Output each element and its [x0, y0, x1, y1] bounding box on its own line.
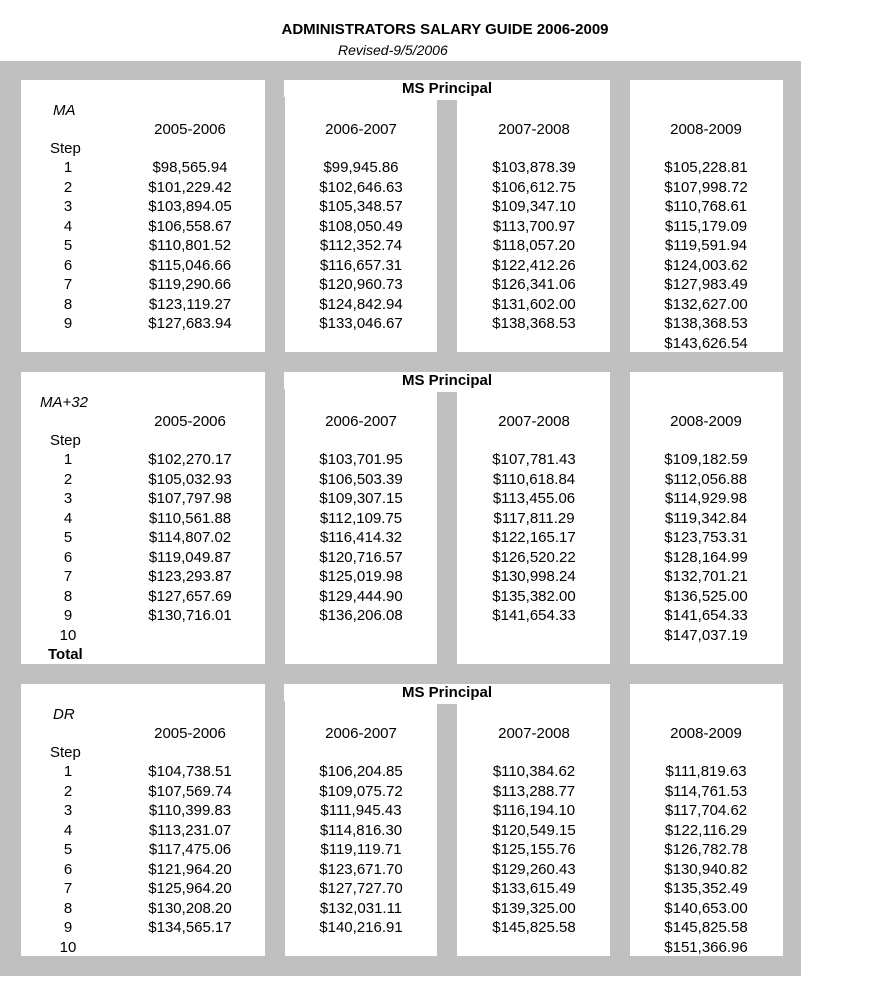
salary-cell: $113,288.77	[492, 782, 576, 800]
step-number: 9	[63, 919, 73, 936]
year-header: 2005-2006	[154, 725, 226, 742]
step-number: 8	[63, 899, 73, 917]
salary-cell: $135,352.49	[664, 880, 748, 897]
salary-cell: $119,290.66	[148, 276, 232, 293]
step-header: Step	[50, 140, 81, 157]
salary-cell: $119,119.71	[320, 841, 402, 858]
salary-cell: $111,819.63	[665, 763, 747, 780]
step-number: 3	[63, 198, 73, 215]
salary-cell: $109,075.72	[319, 782, 403, 800]
salary-cell: $122,165.17	[492, 529, 576, 546]
salary-cell: $105,348.57	[319, 198, 403, 215]
salary-cell: $106,612.75	[492, 178, 576, 196]
step-number: 1	[63, 763, 73, 780]
salary-cell: $108,050.49	[319, 217, 403, 235]
salary-cell: $122,116.29	[664, 821, 748, 839]
salary-cell: $133,046.67	[319, 315, 403, 332]
salary-cell: $125,964.20	[148, 880, 232, 897]
column-divider	[437, 100, 457, 352]
salary-cell: $110,384.62	[492, 763, 576, 780]
step-number: 9	[63, 607, 73, 624]
year-header: 2006-2007	[325, 121, 397, 138]
salary-cell: $103,894.05	[148, 198, 232, 215]
year-header: 2005-2006	[154, 413, 226, 430]
salary-cell: $128,164.99	[664, 548, 748, 566]
step-number: 4	[63, 821, 73, 839]
column-divider	[437, 392, 457, 664]
salary-cell: $136,525.00	[664, 587, 748, 605]
year-header: 2006-2007	[325, 725, 397, 742]
salary-cell: $110,561.88	[148, 509, 232, 527]
year-header: 2007-2008	[498, 121, 570, 138]
revision-date: Revised-9/5/2006	[338, 42, 448, 58]
salary-cell: $115,046.66	[148, 256, 232, 274]
step-number: 8	[63, 587, 73, 605]
salary-cell: $132,031.11	[319, 899, 403, 917]
salary-cell: $113,231.07	[148, 821, 232, 839]
salary-cell: $116,414.32	[319, 529, 403, 546]
year-header: 2008-2009	[670, 725, 742, 742]
salary-cell: $119,049.87	[148, 548, 232, 566]
step-number: 5	[63, 529, 73, 546]
salary-cell: $141,654.33	[664, 607, 748, 624]
step-number: 1	[63, 159, 73, 176]
step-number: 6	[63, 548, 73, 566]
salary-cell: $136,206.08	[319, 607, 403, 624]
step-number: 2	[63, 470, 73, 488]
step-number: 7	[63, 568, 73, 585]
section-heading: MS Principal	[284, 684, 610, 701]
salary-cell: $112,056.88	[664, 470, 748, 488]
salary-cell: $132,701.21	[664, 568, 748, 585]
salary-cell: $110,768.61	[664, 198, 748, 215]
salary-cell: $138,368.53	[492, 315, 576, 332]
salary-cell: $112,109.75	[319, 509, 403, 527]
step-header: Step	[50, 432, 81, 449]
step-number: 2	[63, 178, 73, 196]
salary-section	[0, 80, 869, 352]
salary-cell: $105,228.81	[664, 159, 748, 176]
salary-cell: $124,842.94	[319, 295, 403, 313]
salary-cell: $114,807.02	[148, 529, 232, 546]
year-header: 2008-2009	[670, 121, 742, 138]
step-number: 6	[63, 256, 73, 274]
salary-cell: $107,781.43	[492, 451, 576, 468]
salary-cell: $133,615.49	[492, 880, 576, 897]
salary-cell: $106,204.85	[319, 763, 403, 780]
year-header: 2007-2008	[498, 725, 570, 742]
salary-cell: $119,591.94	[664, 237, 748, 254]
salary-cell: $130,716.01	[148, 607, 232, 624]
year-header: 2006-2007	[325, 413, 397, 430]
year-header: 2005-2006	[154, 121, 226, 138]
salary-cell: $123,753.31	[664, 529, 748, 546]
salary-cell: $117,475.06	[148, 841, 232, 858]
salary-cell: $147,037.19	[664, 626, 748, 644]
step-number: 5	[63, 237, 73, 254]
salary-cell: $145,825.58	[664, 919, 748, 936]
degree-label: MA+32	[40, 394, 88, 411]
salary-cell: $116,657.31	[319, 256, 403, 274]
step-number: 2	[63, 782, 73, 800]
salary-cell: $140,216.91	[319, 919, 403, 936]
salary-cell: $107,797.98	[148, 490, 232, 507]
salary-cell: $138,368.53	[664, 315, 748, 332]
salary-cell: $116,194.10	[492, 802, 576, 819]
salary-cell: $123,671.70	[319, 860, 403, 878]
salary-cell: $107,998.72	[664, 178, 748, 196]
salary-cell: $99,945.86	[323, 159, 399, 176]
step-number: 9	[63, 315, 73, 332]
salary-cell: $123,119.27	[148, 295, 232, 313]
salary-cell: $124,003.62	[664, 256, 748, 274]
salary-cell: $130,940.82	[664, 860, 748, 878]
salary-cell: $135,382.00	[492, 587, 576, 605]
salary-cell: $126,782.78	[664, 841, 748, 858]
total-label: Total	[48, 646, 83, 663]
salary-cell: $113,455.06	[492, 490, 576, 507]
salary-cell: $140,653.00	[664, 899, 748, 917]
salary-cell: $114,816.30	[319, 821, 403, 839]
salary-cell: $141,654.33	[492, 607, 576, 624]
step-number: 3	[63, 802, 73, 819]
salary-cell: $103,701.95	[319, 451, 403, 468]
year-header: 2008-2009	[670, 413, 742, 430]
salary-cell: $121,964.20	[148, 860, 232, 878]
step-number: 4	[63, 217, 73, 235]
salary-cell: $118,057.20	[492, 237, 576, 254]
section-heading: MS Principal	[284, 372, 610, 389]
salary-cell: $114,929.98	[664, 490, 748, 507]
step-number: 7	[63, 276, 73, 293]
salary-cell: $102,646.63	[319, 178, 403, 196]
salary-cell: $127,983.49	[664, 276, 748, 293]
salary-cell: $145,825.58	[492, 919, 576, 936]
salary-cell: $127,657.69	[148, 587, 232, 605]
salary-cell: $120,960.73	[319, 276, 403, 293]
salary-cell: $107,569.74	[148, 782, 232, 800]
step-number: 5	[63, 841, 73, 858]
salary-cell: $109,307.15	[319, 490, 403, 507]
salary-cell: $139,325.00	[492, 899, 576, 917]
salary-section	[0, 684, 869, 956]
step-number: 10	[59, 626, 77, 644]
salary-cell: $151,366.96	[664, 938, 748, 956]
step-number: 4	[63, 509, 73, 527]
salary-cell: $101,229.42	[148, 178, 232, 196]
salary-cell: $123,293.87	[148, 568, 232, 585]
salary-cell: $102,270.17	[148, 451, 232, 468]
salary-cell: $120,549.15	[492, 821, 576, 839]
step-number: 3	[63, 490, 73, 507]
step-number: 10	[59, 938, 77, 956]
section-heading: MS Principal	[284, 80, 610, 97]
salary-cell: $122,412.26	[492, 256, 576, 274]
step-number: 6	[63, 860, 73, 878]
salary-cell: $109,182.59	[664, 451, 748, 468]
degree-label: MA	[53, 102, 76, 119]
salary-cell: $105,032.93	[148, 470, 232, 488]
salary-section	[0, 372, 869, 664]
salary-cell: $117,704.62	[664, 802, 748, 819]
salary-cell: $110,618.84	[492, 470, 576, 488]
salary-cell: $119,342.84	[664, 509, 748, 527]
salary-cell: $109,347.10	[492, 198, 576, 215]
salary-cell: $127,727.70	[319, 880, 403, 897]
salary-cell: $113,700.97	[492, 217, 576, 235]
document-title: ADMINISTRATORS SALARY GUIDE 2006-2009	[281, 21, 609, 38]
salary-cell: $130,998.24	[492, 568, 576, 585]
salary-cell: $126,520.22	[492, 548, 576, 566]
salary-cell: $130,208.20	[148, 899, 232, 917]
salary-cell: $134,565.17	[148, 919, 232, 936]
step-number: 7	[63, 880, 73, 897]
salary-cell: $112,352.74	[319, 237, 403, 254]
degree-label: DR	[53, 706, 75, 723]
salary-cell: $126,341.06	[492, 276, 576, 293]
salary-cell: $104,738.51	[148, 763, 232, 780]
salary-cell: $132,627.00	[664, 295, 748, 313]
salary-cell: $129,260.43	[492, 860, 576, 878]
salary-cell: $103,878.39	[492, 159, 576, 176]
salary-cell: $110,801.52	[148, 237, 232, 254]
salary-cell: $98,565.94	[152, 159, 228, 176]
salary-cell: $125,019.98	[319, 568, 403, 585]
salary-cell: $120,716.57	[319, 548, 403, 566]
year-header: 2007-2008	[498, 413, 570, 430]
step-number: 1	[63, 451, 73, 468]
column-divider	[437, 704, 457, 956]
salary-cell: $117,811.29	[493, 509, 575, 527]
salary-cell: $114,761.53	[664, 782, 748, 800]
salary-cell: $127,683.94	[148, 315, 232, 332]
salary-cell: $111,945.43	[320, 802, 402, 819]
salary-cell: $143,626.54	[664, 334, 748, 352]
salary-cell: $125,155.76	[492, 841, 576, 858]
salary-cell: $115,179.09	[664, 217, 748, 235]
salary-cell: $106,558.67	[148, 217, 232, 235]
salary-cell: $106,503.39	[319, 470, 403, 488]
salary-cell: $131,602.00	[492, 295, 576, 313]
salary-cell: $129,444.90	[319, 587, 403, 605]
salary-cell: $110,399.83	[148, 802, 232, 819]
step-header: Step	[50, 744, 81, 761]
step-number: 8	[63, 295, 73, 313]
